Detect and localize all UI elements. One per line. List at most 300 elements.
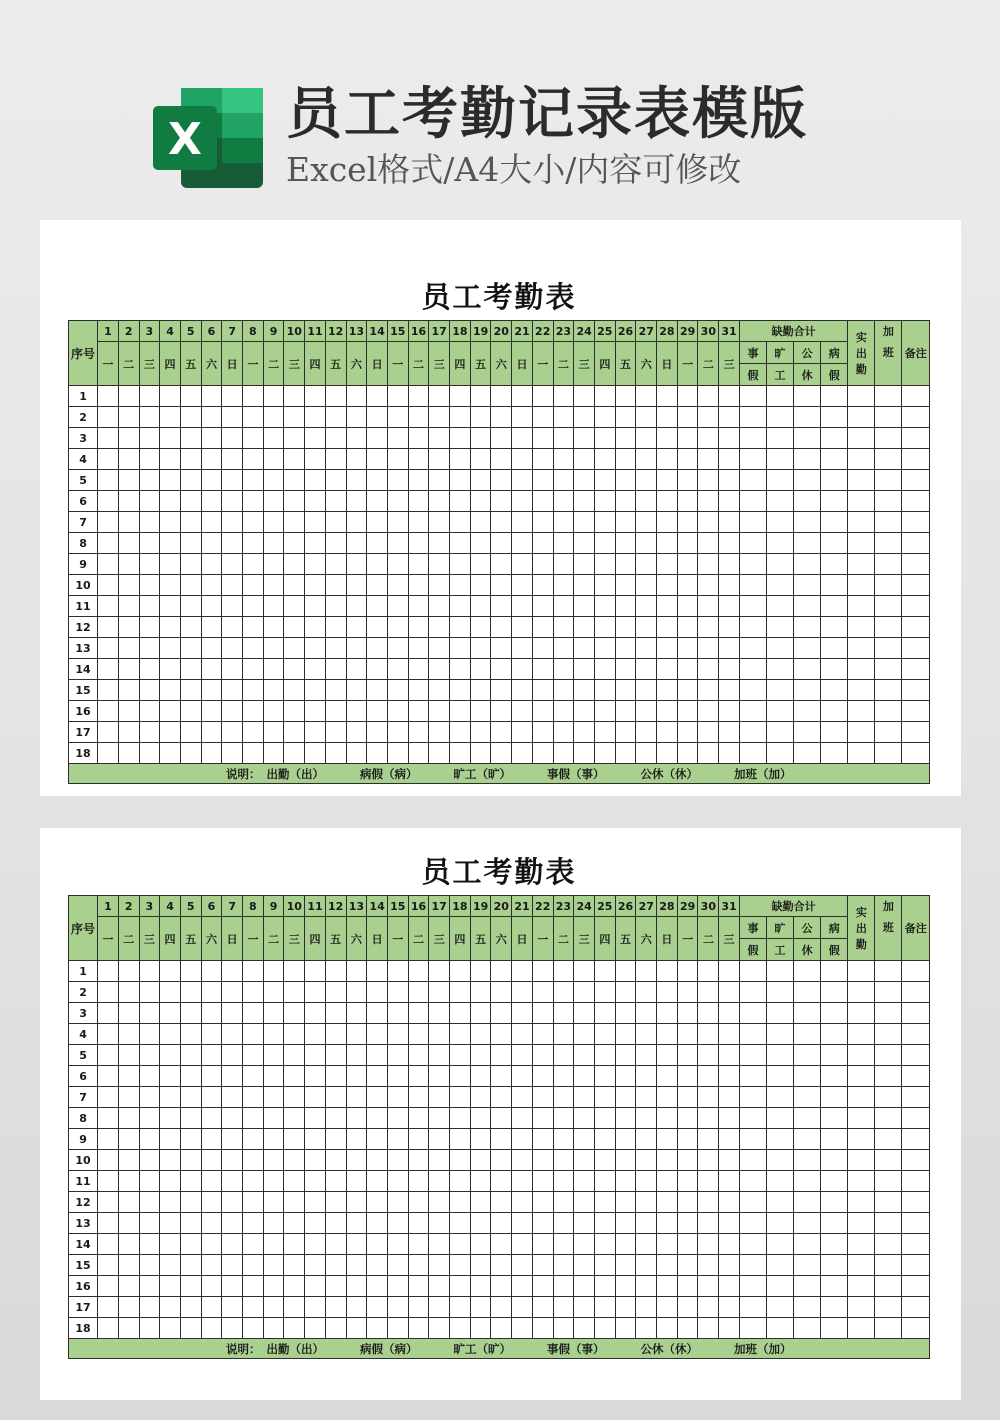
day-cell[interactable] (201, 1276, 222, 1297)
day-cell[interactable] (180, 701, 201, 722)
day-cell[interactable] (118, 701, 139, 722)
day-cell[interactable] (532, 617, 553, 638)
day-cell[interactable] (677, 1318, 698, 1339)
day-cell[interactable] (636, 1276, 657, 1297)
day-cell[interactable] (594, 701, 615, 722)
day-cell[interactable] (263, 680, 284, 701)
absence-cell[interactable] (739, 386, 766, 407)
day-cell[interactable] (657, 491, 678, 512)
day-cell[interactable] (429, 407, 450, 428)
day-cell[interactable] (325, 512, 346, 533)
day-cell[interactable] (263, 1087, 284, 1108)
day-cell[interactable] (346, 659, 367, 680)
day-cell[interactable] (139, 961, 160, 982)
day-cell[interactable] (160, 1171, 181, 1192)
day-cell[interactable] (677, 1066, 698, 1087)
absence-cell[interactable] (794, 575, 821, 596)
day-cell[interactable] (408, 449, 429, 470)
day-cell[interactable] (429, 1150, 450, 1171)
day-cell[interactable] (636, 533, 657, 554)
day-cell[interactable] (698, 659, 719, 680)
day-cell[interactable] (512, 1297, 533, 1318)
absence-cell[interactable] (766, 596, 793, 617)
day-cell[interactable] (512, 701, 533, 722)
day-cell[interactable] (636, 680, 657, 701)
day-cell[interactable] (180, 575, 201, 596)
day-cell[interactable] (429, 1087, 450, 1108)
day-cell[interactable] (719, 512, 740, 533)
day-cell[interactable] (325, 386, 346, 407)
day-cell[interactable] (263, 1150, 284, 1171)
day-cell[interactable] (574, 596, 595, 617)
overtime-cell[interactable] (875, 617, 902, 638)
day-cell[interactable] (491, 617, 512, 638)
day-cell[interactable] (180, 533, 201, 554)
absence-cell[interactable] (739, 533, 766, 554)
day-cell[interactable] (284, 386, 305, 407)
day-cell[interactable] (408, 1108, 429, 1129)
day-cell[interactable] (243, 1297, 264, 1318)
day-cell[interactable] (408, 1003, 429, 1024)
day-cell[interactable] (367, 470, 388, 491)
day-cell[interactable] (118, 512, 139, 533)
absence-cell[interactable] (766, 386, 793, 407)
day-cell[interactable] (284, 743, 305, 764)
day-cell[interactable] (98, 1150, 119, 1171)
day-cell[interactable] (553, 680, 574, 701)
day-cell[interactable] (243, 386, 264, 407)
day-cell[interactable] (139, 1129, 160, 1150)
day-cell[interactable] (719, 722, 740, 743)
day-cell[interactable] (284, 1066, 305, 1087)
day-cell[interactable] (532, 680, 553, 701)
absence-cell[interactable] (739, 596, 766, 617)
day-cell[interactable] (408, 1213, 429, 1234)
day-cell[interactable] (180, 554, 201, 575)
day-cell[interactable] (160, 1129, 181, 1150)
day-cell[interactable] (429, 1066, 450, 1087)
day-cell[interactable] (284, 617, 305, 638)
day-cell[interactable] (532, 512, 553, 533)
day-cell[interactable] (325, 554, 346, 575)
remarks-cell[interactable] (902, 638, 930, 659)
day-cell[interactable] (346, 575, 367, 596)
day-cell[interactable] (118, 1171, 139, 1192)
day-cell[interactable] (512, 470, 533, 491)
absence-cell[interactable] (739, 1087, 766, 1108)
overtime-cell[interactable] (875, 1276, 902, 1297)
day-cell[interactable] (118, 1003, 139, 1024)
day-cell[interactable] (615, 407, 636, 428)
absence-cell[interactable] (739, 407, 766, 428)
day-cell[interactable] (553, 1192, 574, 1213)
day-cell[interactable] (387, 1192, 408, 1213)
day-cell[interactable] (657, 1129, 678, 1150)
day-cell[interactable] (491, 1213, 512, 1234)
day-cell[interactable] (719, 1276, 740, 1297)
day-cell[interactable] (594, 407, 615, 428)
absence-cell[interactable] (821, 1171, 848, 1192)
day-cell[interactable] (470, 386, 491, 407)
day-cell[interactable] (139, 470, 160, 491)
day-cell[interactable] (594, 982, 615, 1003)
day-cell[interactable] (139, 659, 160, 680)
day-cell[interactable] (305, 1129, 326, 1150)
absence-cell[interactable] (821, 617, 848, 638)
actual-attendance-cell[interactable] (848, 1108, 875, 1129)
day-cell[interactable] (263, 428, 284, 449)
day-cell[interactable] (367, 491, 388, 512)
day-cell[interactable] (698, 1066, 719, 1087)
day-cell[interactable] (677, 1255, 698, 1276)
day-cell[interactable] (698, 961, 719, 982)
day-cell[interactable] (160, 1108, 181, 1129)
day-cell[interactable] (263, 722, 284, 743)
day-cell[interactable] (367, 743, 388, 764)
day-cell[interactable] (636, 1045, 657, 1066)
day-cell[interactable] (470, 407, 491, 428)
day-cell[interactable] (594, 659, 615, 680)
day-cell[interactable] (491, 1087, 512, 1108)
day-cell[interactable] (698, 1255, 719, 1276)
day-cell[interactable] (367, 1297, 388, 1318)
day-cell[interactable] (574, 470, 595, 491)
day-cell[interactable] (139, 1150, 160, 1171)
overtime-cell[interactable] (875, 1171, 902, 1192)
day-cell[interactable] (491, 1276, 512, 1297)
day-cell[interactable] (387, 449, 408, 470)
day-cell[interactable] (98, 722, 119, 743)
day-cell[interactable] (243, 1024, 264, 1045)
day-cell[interactable] (387, 722, 408, 743)
day-cell[interactable] (512, 407, 533, 428)
day-cell[interactable] (553, 1234, 574, 1255)
day-cell[interactable] (284, 638, 305, 659)
day-cell[interactable] (719, 617, 740, 638)
day-cell[interactable] (408, 659, 429, 680)
day-cell[interactable] (677, 743, 698, 764)
day-cell[interactable] (429, 596, 450, 617)
day-cell[interactable] (491, 1171, 512, 1192)
day-cell[interactable] (367, 554, 388, 575)
day-cell[interactable] (201, 491, 222, 512)
day-cell[interactable] (657, 659, 678, 680)
day-cell[interactable] (698, 554, 719, 575)
day-cell[interactable] (367, 1003, 388, 1024)
day-cell[interactable] (574, 1276, 595, 1297)
day-cell[interactable] (719, 1066, 740, 1087)
day-cell[interactable] (367, 1087, 388, 1108)
actual-attendance-cell[interactable] (848, 1255, 875, 1276)
day-cell[interactable] (346, 1150, 367, 1171)
day-cell[interactable] (325, 1192, 346, 1213)
day-cell[interactable] (450, 1045, 471, 1066)
day-cell[interactable] (284, 554, 305, 575)
absence-cell[interactable] (739, 1045, 766, 1066)
day-cell[interactable] (719, 1087, 740, 1108)
day-cell[interactable] (532, 1108, 553, 1129)
day-cell[interactable] (594, 449, 615, 470)
day-cell[interactable] (325, 701, 346, 722)
day-cell[interactable] (118, 1318, 139, 1339)
day-cell[interactable] (118, 680, 139, 701)
day-cell[interactable] (284, 1171, 305, 1192)
day-cell[interactable] (698, 470, 719, 491)
absence-cell[interactable] (821, 1003, 848, 1024)
day-cell[interactable] (222, 961, 243, 982)
absence-cell[interactable] (739, 1129, 766, 1150)
day-cell[interactable] (636, 1087, 657, 1108)
day-cell[interactable] (470, 1045, 491, 1066)
day-cell[interactable] (346, 1234, 367, 1255)
day-cell[interactable] (201, 680, 222, 701)
day-cell[interactable] (118, 554, 139, 575)
day-cell[interactable] (698, 617, 719, 638)
day-cell[interactable] (305, 470, 326, 491)
day-cell[interactable] (222, 1297, 243, 1318)
day-cell[interactable] (263, 596, 284, 617)
day-cell[interactable] (284, 982, 305, 1003)
absence-cell[interactable] (821, 491, 848, 512)
absence-cell[interactable] (739, 575, 766, 596)
day-cell[interactable] (408, 1234, 429, 1255)
day-cell[interactable] (98, 428, 119, 449)
day-cell[interactable] (615, 659, 636, 680)
day-cell[interactable] (263, 1297, 284, 1318)
absence-cell[interactable] (766, 982, 793, 1003)
day-cell[interactable] (284, 407, 305, 428)
remarks-cell[interactable] (902, 982, 930, 1003)
day-cell[interactable] (387, 659, 408, 680)
day-cell[interactable] (387, 1276, 408, 1297)
actual-attendance-cell[interactable] (848, 470, 875, 491)
day-cell[interactable] (325, 1297, 346, 1318)
day-cell[interactable] (719, 533, 740, 554)
day-cell[interactable] (719, 1297, 740, 1318)
day-cell[interactable] (429, 961, 450, 982)
actual-attendance-cell[interactable] (848, 1297, 875, 1318)
overtime-cell[interactable] (875, 659, 902, 680)
day-cell[interactable] (263, 407, 284, 428)
day-cell[interactable] (636, 1297, 657, 1318)
day-cell[interactable] (512, 1234, 533, 1255)
day-cell[interactable] (201, 1108, 222, 1129)
absence-cell[interactable] (739, 554, 766, 575)
day-cell[interactable] (574, 407, 595, 428)
day-cell[interactable] (698, 638, 719, 659)
day-cell[interactable] (98, 533, 119, 554)
day-cell[interactable] (677, 470, 698, 491)
day-cell[interactable] (553, 386, 574, 407)
day-cell[interactable] (491, 982, 512, 1003)
day-cell[interactable] (408, 638, 429, 659)
day-cell[interactable] (201, 638, 222, 659)
day-cell[interactable] (139, 722, 160, 743)
day-cell[interactable] (512, 617, 533, 638)
day-cell[interactable] (180, 491, 201, 512)
actual-attendance-cell[interactable] (848, 680, 875, 701)
absence-cell[interactable] (739, 1297, 766, 1318)
day-cell[interactable] (491, 575, 512, 596)
day-cell[interactable] (719, 982, 740, 1003)
actual-attendance-cell[interactable] (848, 1045, 875, 1066)
day-cell[interactable] (677, 961, 698, 982)
absence-cell[interactable] (766, 512, 793, 533)
day-cell[interactable] (367, 1150, 388, 1171)
day-cell[interactable] (180, 617, 201, 638)
day-cell[interactable] (512, 428, 533, 449)
day-cell[interactable] (450, 1129, 471, 1150)
day-cell[interactable] (160, 470, 181, 491)
overtime-cell[interactable] (875, 1318, 902, 1339)
day-cell[interactable] (180, 1129, 201, 1150)
day-cell[interactable] (201, 407, 222, 428)
day-cell[interactable] (677, 1276, 698, 1297)
day-cell[interactable] (284, 701, 305, 722)
day-cell[interactable] (346, 491, 367, 512)
day-cell[interactable] (98, 1255, 119, 1276)
day-cell[interactable] (677, 982, 698, 1003)
day-cell[interactable] (305, 554, 326, 575)
day-cell[interactable] (450, 1234, 471, 1255)
day-cell[interactable] (574, 659, 595, 680)
day-cell[interactable] (263, 512, 284, 533)
absence-cell[interactable] (739, 722, 766, 743)
day-cell[interactable] (429, 575, 450, 596)
day-cell[interactable] (346, 449, 367, 470)
day-cell[interactable] (512, 1171, 533, 1192)
day-cell[interactable] (512, 1066, 533, 1087)
day-cell[interactable] (512, 1024, 533, 1045)
day-cell[interactable] (615, 449, 636, 470)
day-cell[interactable] (657, 407, 678, 428)
absence-cell[interactable] (766, 449, 793, 470)
day-cell[interactable] (636, 1255, 657, 1276)
day-cell[interactable] (408, 617, 429, 638)
day-cell[interactable] (243, 575, 264, 596)
day-cell[interactable] (636, 1108, 657, 1129)
day-cell[interactable] (305, 617, 326, 638)
day-cell[interactable] (532, 638, 553, 659)
absence-cell[interactable] (739, 1234, 766, 1255)
day-cell[interactable] (636, 1192, 657, 1213)
day-cell[interactable] (698, 1192, 719, 1213)
day-cell[interactable] (98, 596, 119, 617)
absence-cell[interactable] (766, 701, 793, 722)
overtime-cell[interactable] (875, 701, 902, 722)
day-cell[interactable] (450, 1150, 471, 1171)
day-cell[interactable] (346, 407, 367, 428)
actual-attendance-cell[interactable] (848, 575, 875, 596)
absence-cell[interactable] (794, 961, 821, 982)
day-cell[interactable] (491, 596, 512, 617)
day-cell[interactable] (367, 1024, 388, 1045)
day-cell[interactable] (698, 428, 719, 449)
day-cell[interactable] (657, 1045, 678, 1066)
day-cell[interactable] (325, 1213, 346, 1234)
absence-cell[interactable] (766, 554, 793, 575)
day-cell[interactable] (532, 386, 553, 407)
day-cell[interactable] (719, 659, 740, 680)
day-cell[interactable] (512, 449, 533, 470)
day-cell[interactable] (450, 575, 471, 596)
day-cell[interactable] (429, 617, 450, 638)
day-cell[interactable] (201, 596, 222, 617)
day-cell[interactable] (346, 1276, 367, 1297)
day-cell[interactable] (243, 638, 264, 659)
overtime-cell[interactable] (875, 491, 902, 512)
day-cell[interactable] (325, 470, 346, 491)
day-cell[interactable] (160, 638, 181, 659)
day-cell[interactable] (222, 470, 243, 491)
day-cell[interactable] (139, 743, 160, 764)
day-cell[interactable] (387, 1297, 408, 1318)
day-cell[interactable] (222, 982, 243, 1003)
day-cell[interactable] (263, 386, 284, 407)
absence-cell[interactable] (766, 617, 793, 638)
day-cell[interactable] (512, 1087, 533, 1108)
day-cell[interactable] (139, 1213, 160, 1234)
day-cell[interactable] (450, 386, 471, 407)
day-cell[interactable] (698, 407, 719, 428)
day-cell[interactable] (594, 596, 615, 617)
overtime-cell[interactable] (875, 554, 902, 575)
day-cell[interactable] (284, 449, 305, 470)
day-cell[interactable] (305, 512, 326, 533)
absence-cell[interactable] (794, 659, 821, 680)
day-cell[interactable] (450, 491, 471, 512)
day-cell[interactable] (594, 491, 615, 512)
day-cell[interactable] (263, 470, 284, 491)
day-cell[interactable] (284, 470, 305, 491)
day-cell[interactable] (532, 491, 553, 512)
day-cell[interactable] (387, 554, 408, 575)
remarks-cell[interactable] (902, 1192, 930, 1213)
day-cell[interactable] (222, 617, 243, 638)
remarks-cell[interactable] (902, 617, 930, 638)
absence-cell[interactable] (766, 1276, 793, 1297)
absence-cell[interactable] (821, 1087, 848, 1108)
day-cell[interactable] (367, 982, 388, 1003)
day-cell[interactable] (367, 512, 388, 533)
overtime-cell[interactable] (875, 722, 902, 743)
absence-cell[interactable] (739, 470, 766, 491)
absence-cell[interactable] (739, 512, 766, 533)
day-cell[interactable] (429, 449, 450, 470)
day-cell[interactable] (615, 743, 636, 764)
day-cell[interactable] (657, 386, 678, 407)
day-cell[interactable] (615, 575, 636, 596)
day-cell[interactable] (512, 533, 533, 554)
day-cell[interactable] (657, 575, 678, 596)
day-cell[interactable] (450, 533, 471, 554)
day-cell[interactable] (677, 1234, 698, 1255)
day-cell[interactable] (657, 1066, 678, 1087)
day-cell[interactable] (139, 1192, 160, 1213)
day-cell[interactable] (387, 1066, 408, 1087)
day-cell[interactable] (160, 617, 181, 638)
day-cell[interactable] (574, 1318, 595, 1339)
day-cell[interactable] (532, 1213, 553, 1234)
day-cell[interactable] (160, 428, 181, 449)
day-cell[interactable] (491, 470, 512, 491)
day-cell[interactable] (160, 1276, 181, 1297)
day-cell[interactable] (698, 449, 719, 470)
day-cell[interactable] (284, 596, 305, 617)
day-cell[interactable] (553, 617, 574, 638)
absence-cell[interactable] (766, 743, 793, 764)
day-cell[interactable] (325, 407, 346, 428)
